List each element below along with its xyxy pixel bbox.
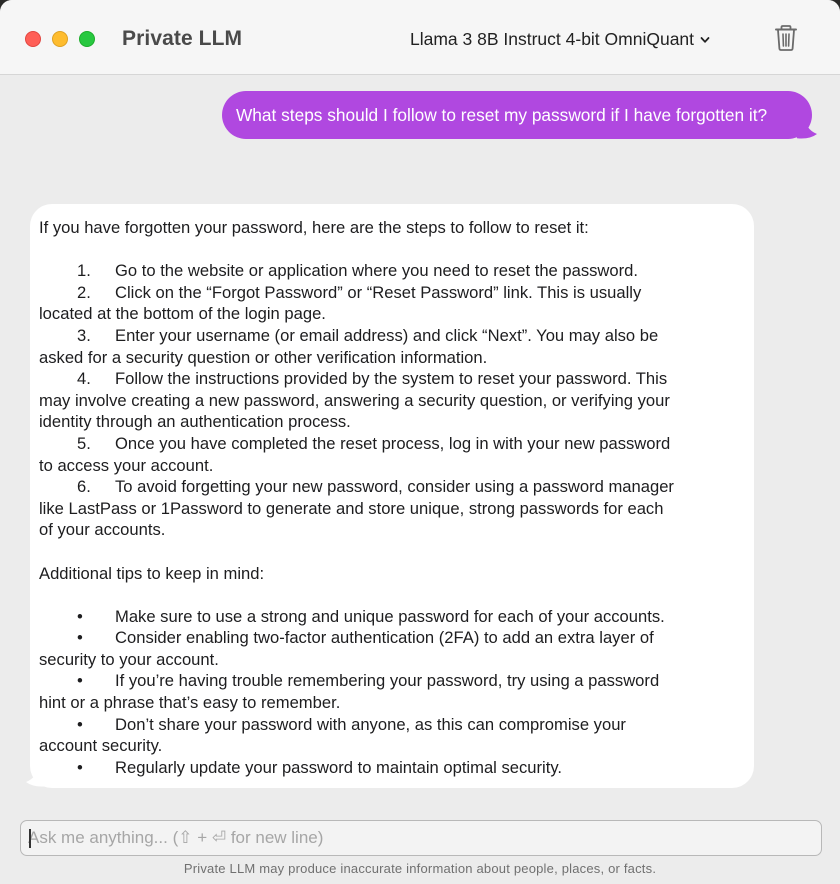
model-selector[interactable] xyxy=(410,29,710,50)
model-name: Llama 3 8B Instruct 4-bit OmniQuant xyxy=(410,29,695,49)
step-item xyxy=(39,325,744,347)
user-bubble-tail xyxy=(797,120,817,140)
chat-transcript[interactable] xyxy=(0,76,840,811)
step-item-text: Click on the “Forgot Password” or “Reset Password” link. This is usually xyxy=(115,282,642,302)
tip-item-continuation: security to your account. xyxy=(39,649,219,669)
step-item-continuation: to access your account. xyxy=(39,455,214,475)
step-item-marker: 3. xyxy=(77,325,91,345)
user-message-text: What steps should I follow to reset my password if I have forgotten it? xyxy=(236,105,768,125)
tip-item xyxy=(39,627,744,649)
step-item-marker: 4. xyxy=(77,369,91,389)
disclaimer: Private LLM may produce inaccurate information about people, places, or facts. xyxy=(183,861,657,876)
step-item-continuation: asked for a security question or other verification information. xyxy=(39,347,488,367)
user-message-bubble xyxy=(222,91,812,139)
zoom-window-button[interactable] xyxy=(79,31,95,47)
message-input[interactable] xyxy=(21,821,821,855)
step-item-continuation: may involve creating a new password, answering a security question, or verifying your xyxy=(39,390,670,410)
step-item-continuation: identity through an authentication process. xyxy=(39,412,351,432)
tip-item xyxy=(39,714,744,736)
tip-item-marker: • xyxy=(77,628,83,648)
step-item-marker: 2. xyxy=(77,282,91,302)
tip-item-marker: • xyxy=(77,606,83,626)
tip-item-text: Regularly update your password to maintain optimal security. xyxy=(115,757,563,777)
tip-item-marker: • xyxy=(77,714,83,734)
close-window-button[interactable] xyxy=(25,31,41,47)
tips-heading: Additional tips to keep in mind: xyxy=(39,563,265,583)
step-item xyxy=(39,433,744,455)
tips-list xyxy=(39,606,744,779)
step-item-text: Once you have completed the reset process, log in with your new password xyxy=(115,433,671,453)
minimize-window-button[interactable] xyxy=(52,31,68,47)
tip-item xyxy=(39,757,744,779)
tip-item-text: Consider enabling two-factor authentication (2FA) to add an extra layer of xyxy=(115,628,654,648)
step-item-marker: 6. xyxy=(77,477,91,497)
step-item xyxy=(39,476,744,498)
assistant-message-bubble xyxy=(30,204,754,788)
tip-item-text: If you’re having trouble remembering your password, try using a password xyxy=(115,671,660,691)
step-item xyxy=(39,260,744,282)
step-item-text: To avoid forgetting your new password, consider using a password manager xyxy=(115,477,674,497)
step-item-text: Go to the website or application where you need to reset the password. xyxy=(115,261,639,281)
step-item-continuation: located at the bottom of the login page. xyxy=(39,304,326,324)
tip-item-marker: • xyxy=(77,757,83,777)
step-item-continuation: of your accounts. xyxy=(39,520,166,540)
trash-icon[interactable] xyxy=(773,24,799,52)
tip-item-text: Don’t share your password with anyone, as this can compromise your xyxy=(115,714,626,734)
step-item-text: Follow the instructions provided by the system to reset your password. This xyxy=(115,369,668,389)
tip-item-text: Make sure to use a strong and unique password for each of your accounts. xyxy=(115,606,665,626)
title-bar xyxy=(0,0,840,75)
chevron-down-icon xyxy=(700,35,710,45)
assistant-intro: If you have forgotten your password, here are the steps to follow to reset it: xyxy=(39,218,589,237)
step-item-continuation: like LastPass or 1Password to generate and store unique, strong passwords for each xyxy=(39,498,664,518)
tip-item xyxy=(39,606,744,628)
text-caret xyxy=(29,829,31,848)
step-item-text: Enter your username (or email address) and click “Next”. You may also be xyxy=(115,325,659,345)
step-item xyxy=(39,282,744,304)
step-item-marker: 5. xyxy=(77,433,91,453)
app-title: Private LLM xyxy=(122,27,243,50)
message-input-box[interactable] xyxy=(20,820,822,856)
steps-list xyxy=(39,260,744,541)
step-item-marker: 1. xyxy=(77,261,91,281)
tip-item xyxy=(39,670,744,692)
tip-item-continuation: hint or a phrase that’s easy to remember. xyxy=(39,693,341,713)
tip-item-continuation: account security. xyxy=(39,736,163,756)
step-item xyxy=(39,368,744,390)
tip-item-marker: • xyxy=(77,671,83,691)
